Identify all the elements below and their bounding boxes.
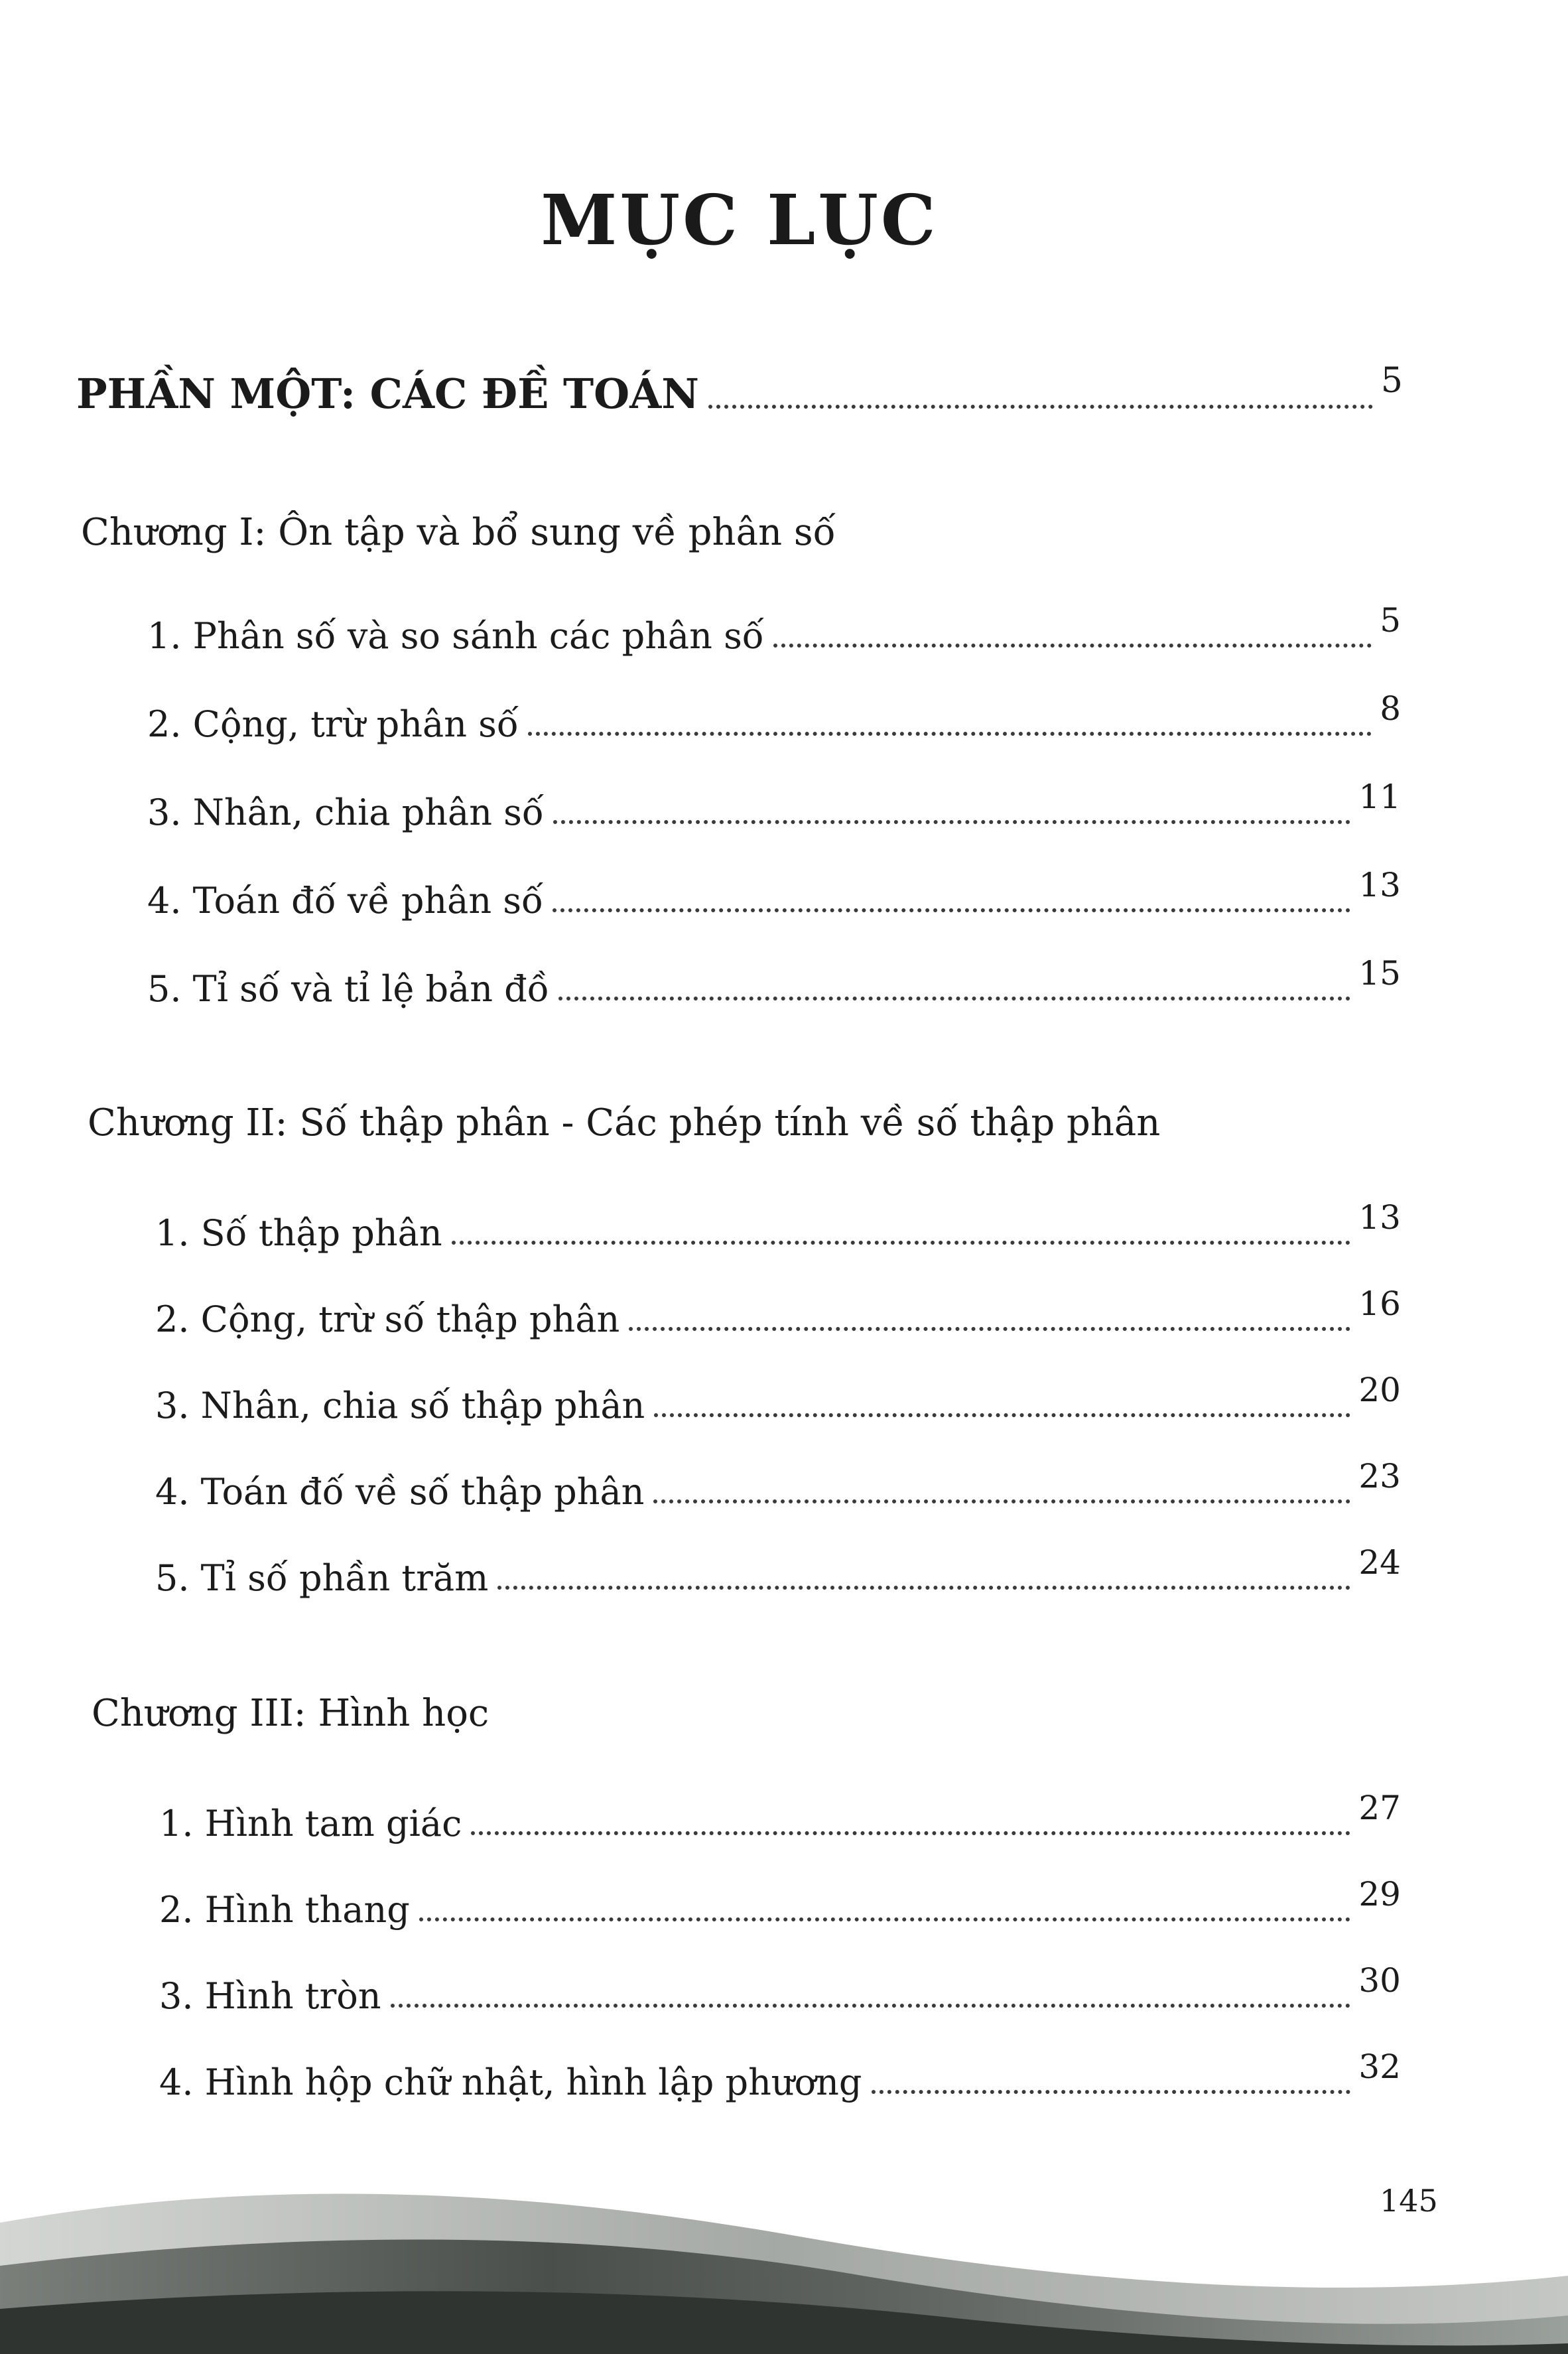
chapter-title: Chương III: Hình học bbox=[92, 1692, 490, 1735]
item-page-number: 32 bbox=[1358, 2047, 1401, 2086]
page-title: MỤC LỤC bbox=[541, 179, 939, 261]
item-label: 4. Hình hộp chữ nhật, hình lập phương bbox=[159, 2061, 862, 2103]
toc-item-row bbox=[155, 1194, 1401, 1254]
item-label: 3. Nhân, chia phân số bbox=[147, 792, 544, 833]
toc-item-row bbox=[147, 950, 1401, 1010]
toc-item-row bbox=[147, 862, 1401, 922]
dot-leader bbox=[553, 908, 1350, 912]
toc-item-row bbox=[147, 685, 1401, 745]
dot-leader bbox=[528, 732, 1372, 736]
toc-item-row bbox=[159, 1957, 1401, 2017]
item-page-number: 11 bbox=[1358, 778, 1401, 816]
dot-leader bbox=[872, 2090, 1351, 2094]
item-page-number: 8 bbox=[1380, 689, 1401, 728]
dot-leader bbox=[391, 2004, 1351, 2008]
item-label: 3. Hình tròn bbox=[159, 1975, 381, 2017]
item-label: 5. Tỉ số phần trăm bbox=[155, 1557, 489, 1599]
item-page-number: 5 bbox=[1380, 601, 1401, 640]
toc-item-row bbox=[159, 1871, 1401, 1931]
dot-leader bbox=[471, 1831, 1350, 1835]
toc-item-row bbox=[155, 1453, 1401, 1513]
item-label: 3. Nhân, chia số thập phân bbox=[155, 1385, 645, 1426]
chapter-title: Chương II: Số thập phân - Các phép tính về số thập phân bbox=[88, 1101, 1161, 1144]
toc-item-row bbox=[155, 1367, 1401, 1426]
item-page-number: 16 bbox=[1358, 1284, 1401, 1323]
item-label: 2. Cộng, trừ phân số bbox=[147, 703, 519, 745]
dot-leader bbox=[558, 997, 1351, 1001]
item-page-number: 13 bbox=[1358, 1198, 1401, 1237]
item-page-number: 30 bbox=[1358, 1961, 1401, 2000]
item-page-number: 20 bbox=[1358, 1371, 1401, 1409]
dot-leader bbox=[708, 405, 1373, 409]
toc-item-row bbox=[155, 1281, 1401, 1340]
item-page-number: 24 bbox=[1358, 1543, 1401, 1582]
dot-leader bbox=[629, 1327, 1350, 1331]
item-label: 5. Tỉ số và tỉ lệ bản đồ bbox=[147, 968, 549, 1010]
dot-leader bbox=[497, 1586, 1350, 1590]
item-label: 2. Cộng, trừ số thập phân bbox=[155, 1298, 620, 1340]
item-page-number: 27 bbox=[1358, 1789, 1401, 1827]
item-label: 4. Toán đố về số thập phân bbox=[155, 1471, 645, 1513]
item-label: 1. Phân số và so sánh các phân số bbox=[147, 615, 764, 657]
item-page-number: 23 bbox=[1358, 1457, 1401, 1495]
dot-leader bbox=[419, 1917, 1351, 1921]
dot-leader bbox=[452, 1241, 1351, 1245]
toc-item-row bbox=[155, 1539, 1401, 1599]
dot-leader bbox=[654, 1413, 1350, 1417]
item-page-number: 29 bbox=[1358, 1875, 1401, 1913]
dot-leader bbox=[553, 820, 1350, 824]
item-page-number: 15 bbox=[1358, 954, 1401, 993]
part-page-number: 5 bbox=[1380, 361, 1403, 401]
page-number: 145 bbox=[1380, 2183, 1438, 2219]
toc-part-row bbox=[76, 358, 1403, 418]
dot-leader bbox=[653, 1499, 1350, 1503]
item-label: 2. Hình thang bbox=[159, 1889, 410, 1931]
item-label: 1. Hình tam giác bbox=[159, 1803, 462, 1844]
part-label: PHẦN MỘT: CÁC ĐỀ TOÁN bbox=[76, 370, 699, 418]
item-label: 4. Toán đố về phân số bbox=[147, 880, 544, 922]
item-label: 1. Số thập phân bbox=[155, 1212, 442, 1254]
toc-item-row bbox=[147, 774, 1401, 833]
decorative-wave bbox=[0, 2150, 1568, 2354]
dot-leader bbox=[773, 644, 1372, 648]
chapter-title: Chương I: Ôn tập và bổ sung về phân số bbox=[81, 511, 836, 554]
toc-item-row bbox=[159, 1785, 1401, 1844]
toc-item-row bbox=[159, 2043, 1401, 2103]
toc-item-row bbox=[147, 597, 1401, 657]
item-page-number: 13 bbox=[1358, 866, 1401, 904]
